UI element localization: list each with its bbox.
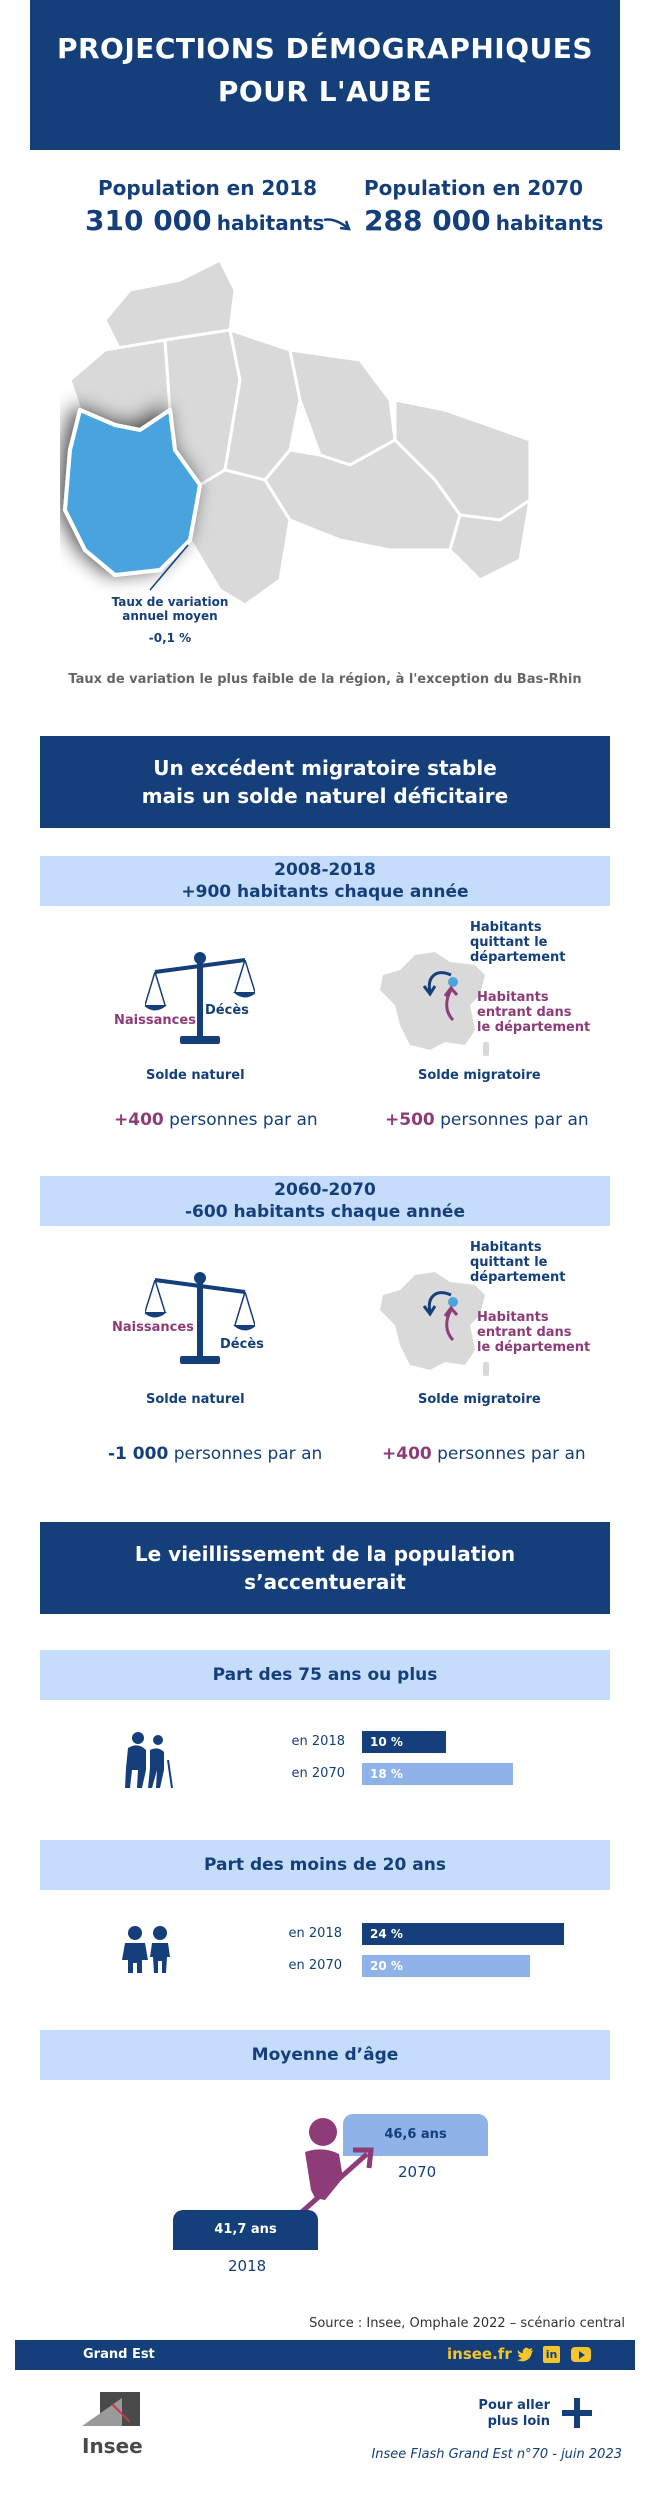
insee-logo-mark [82,2392,142,2432]
region-map [60,250,580,630]
share75-bar-2070: 18 % [362,1763,513,1785]
period2-solde-migratoire-label: Solde migratoire [418,1392,541,1407]
period1-naissances-label: Naissances [114,1013,196,1028]
period1-banner: 2008-2018 +900 habitants chaque année [40,856,610,906]
share75-bar-2018: 10 % [362,1731,446,1753]
map-annotation-value: -0,1 % [148,631,192,645]
children-icon [120,1925,176,1975]
publication-ref: Insee Flash Grand Est n°70 - juin 2023 [371,2447,622,2462]
period2-naturel-stat: -1 000 personnes par an [108,1444,323,1464]
age-banner: Moyenne d’âge [40,2030,610,2080]
age-2018-year: 2018 [228,2257,267,2275]
share20-label-2018: en 2018 [288,1926,342,1941]
pop-2070-value: 288 000 [364,204,491,237]
age-2070-box: 46,6 ans [343,2114,488,2156]
period1-solde-naturel-label: Solde naturel [146,1068,245,1083]
pop-2018-unit: habitants [216,211,325,235]
section1-banner: Un excédent migratoire stable mais un solde naturel déficitaire [40,736,610,828]
source-note: Source : Insee, Omphale 2022 – scénario central [309,2316,625,2331]
pop-2070-value-group [364,204,603,237]
section2-banner: Le vieillissement de la population s’accentuerait [40,1522,610,1614]
period2-solde-naturel-label: Solde naturel [146,1392,245,1407]
share75-label-2070: en 2070 [291,1766,345,1781]
header-banner [30,0,620,150]
pop-2070-unit: habitants [495,211,604,235]
youtube-icon[interactable] [571,2347,591,2362]
period1-naturel-value: +400 [114,1110,164,1130]
period2-banner: 2060-2070 -600 habitants chaque année [40,1176,610,1226]
pop-2018-value: 310 000 [85,204,212,237]
more-info-link[interactable]: Pour aller plus loin [478,2398,550,2429]
insee-logo-text: Insee [82,2434,143,2458]
twitter-icon[interactable] [517,2347,535,2363]
elderly-couple-icon [120,1730,176,1790]
header-title-line2: POUR L'AUBE [217,75,433,108]
period2-entrant-label: Habitants entrant dans le département [477,1310,591,1355]
age-2070-year: 2070 [398,2163,437,2181]
arrow-right-icon [322,212,354,234]
map-caption: Taux de variation le plus faible de la région, à l'exception du Bas-Rhin [68,672,582,687]
period1-deces-label: Décès [205,1003,249,1018]
pop-2018-value-group [85,204,324,237]
period2-quittant-label: Habitants quittant le département [470,1240,566,1285]
balance-scale-icon [145,950,255,1050]
period1-naturel-stat: +400 personnes par an [114,1110,318,1130]
share20-bar-2070: 20 % [362,1955,530,1977]
period1-solde-migratoire-label: Solde migratoire [418,1068,541,1083]
period1-entrant-label: Habitants entrant dans le département [477,990,591,1035]
period1-migratoire-stat: +500 personnes par an [385,1110,589,1130]
period2-naturel-value: -1 000 [108,1444,169,1464]
share20-banner: Part des moins de 20 ans [40,1840,610,1890]
pop-2018-label: Population en 2018 [98,176,318,200]
share20-label-2070: en 2070 [288,1958,342,1973]
period1-quittant-label: Habitants quittant le département [470,920,566,965]
footer-region: Grand Est [83,2347,155,2362]
period2-deces-label: Décès [220,1337,264,1352]
plus-icon[interactable] [562,2398,592,2428]
pop-2070-label: Population en 2070 [364,176,584,200]
period2-migratoire-stat: +400 personnes par an [382,1444,586,1464]
linkedin-icon[interactable]: in [543,2346,560,2363]
map-annotation: Taux de variation annuel moyen -0,1 % [100,595,240,645]
share75-banner: Part des 75 ans ou plus [40,1650,610,1700]
share75-label-2018: en 2018 [291,1734,345,1749]
age-2018-box: 41,7 ans [173,2210,318,2250]
footer-bar [15,2340,635,2370]
footer-site-link[interactable]: insee.fr [447,2345,512,2363]
period1-migratoire-value: +500 [385,1110,435,1130]
period2-naissances-label: Naissances [112,1320,194,1335]
header-title-line1: PROJECTIONS DÉMOGRAPHIQUES [56,32,594,65]
share20-bar-2018: 24 % [362,1923,564,1945]
period2-migratoire-value: +400 [382,1444,432,1464]
insee-logo [82,2392,143,2458]
